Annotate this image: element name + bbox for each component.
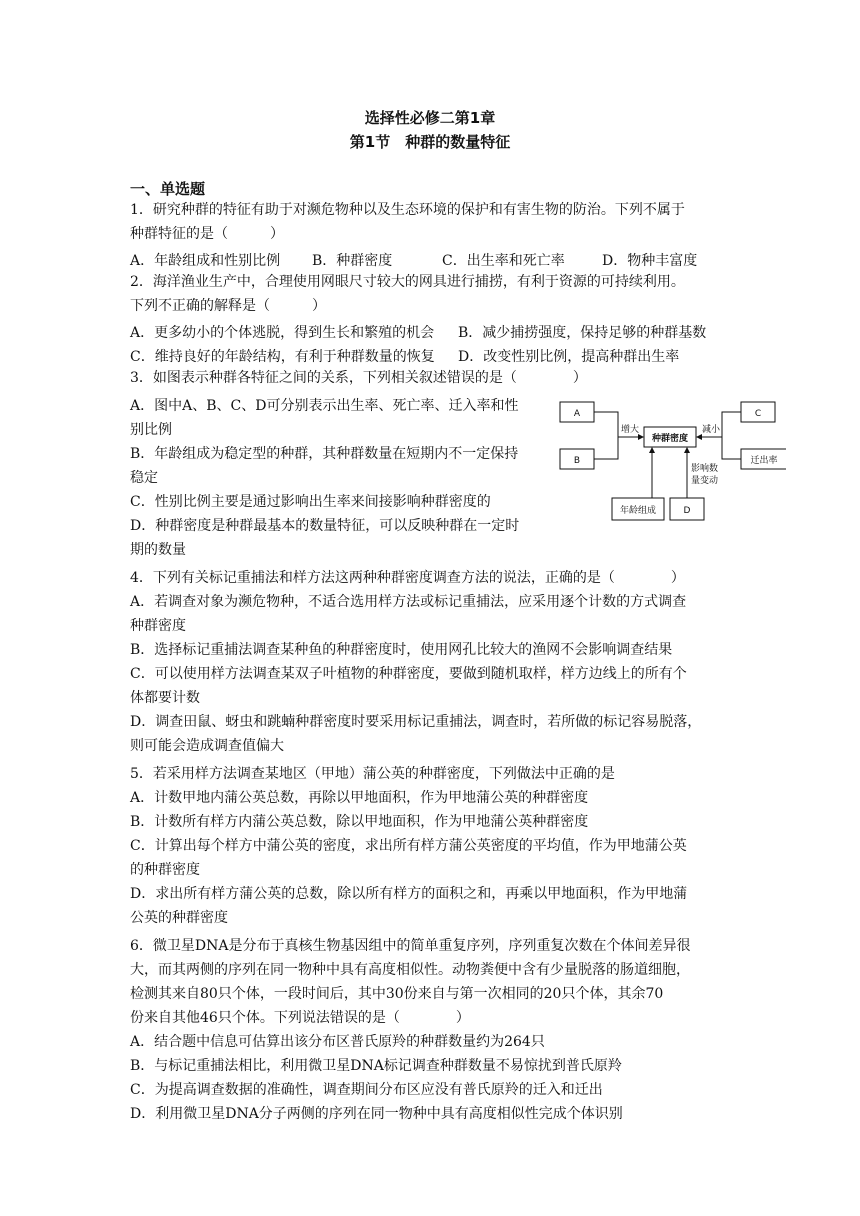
q4-option-c-cont: 体都要计数	[130, 690, 200, 706]
emigration-label: 迁出率	[750, 456, 778, 466]
q3-option-a-cont: 别比例	[130, 422, 172, 438]
q2-option-a[interactable]: A．更多幼小的个体逃脱，得到生长和繁殖的机会	[130, 325, 435, 341]
box-d-label: D	[683, 506, 691, 516]
q3-option-b[interactable]: B．年龄组成为稳定型的种群，其种群数量在短期内不一定保持	[130, 446, 519, 462]
q5-stem: 5．若采用样方法调查某地区（甲地）蒲公英的种群密度，下列做法中正确的是	[130, 766, 615, 782]
age-label: 年龄组成	[619, 506, 657, 516]
q6-stem-line-1: 6．微卫星DNA是分布于真核生物基因组中的简单重复序列，序列重复次数在个体间差异很	[130, 938, 691, 954]
q6-stem-line-3: 检测其来自80只个体，一段时间后，其中30份来自与第一次相同的20只个体，其余70	[130, 986, 664, 1002]
q3-option-d-cont: 期的数量	[130, 542, 186, 558]
q1-option-b[interactable]: B．种群密度	[312, 253, 393, 269]
q4-option-a[interactable]: A．若调查对象为濒危物种，不适合选用样方法或标记重捕法，应采用逐个计数的方式调查	[130, 594, 687, 610]
q5-option-c[interactable]: C．计算出每个样方中蒲公英的密度，求出所有样方蒲公英密度的平均值，作为甲地蒲公英	[130, 838, 687, 854]
q2-options-row-1	[130, 322, 706, 342]
q2-option-d[interactable]: D．改变性别比例，提高种群出生率	[458, 349, 680, 365]
q2-option-c[interactable]: C．维持良好的年龄结构，有利于种群数量的恢复	[130, 349, 435, 365]
q2-option-b[interactable]: B．减少捕捞强度，保持足够的种群基数	[458, 325, 707, 341]
q3-option-c[interactable]: C．性别比例主要是通过影响出生率来间接影响种群密度的	[130, 494, 491, 510]
q2-stem-line-1: 2．海洋渔业生产中，合理使用网眼尺寸较大的网具进行捕捞，有利于资源的可持续利用。	[130, 274, 685, 290]
document-subtitle: 第1节 种群的数量特征	[349, 133, 511, 151]
section-heading: 一、单选题	[130, 180, 206, 198]
increase-label: 增大	[620, 425, 640, 435]
q1-option-c[interactable]: C．出生率和死亡率	[442, 253, 565, 269]
influence-label-1: 影响数	[691, 464, 719, 474]
center-label: 种群密度	[651, 434, 689, 444]
q6-option-b[interactable]: B．与标记重捕法相比，利用微卫星DNA标记调查种群数量不易惊扰到普氏原羚	[130, 1058, 622, 1074]
q1-option-a[interactable]: A．年龄组成和性别比例	[130, 253, 281, 269]
box-c-label: C	[754, 409, 762, 419]
q4-option-c[interactable]: C．可以使用样方法调查某双子叶植物的种群密度，要做到随机取样，样方边线上的所有个	[130, 666, 687, 682]
q4-stem: 4．下列有关标记重捕法和样方法这两种种群密度调查方法的说法，正确的是（ ）	[130, 570, 685, 586]
q6-stem-line-4: 份来自其他46只个体。下列说法错误的是（ ）	[130, 1010, 470, 1026]
q6-option-c[interactable]: C．为提高调查数据的准确性，调查期间分布区应没有普氏原羚的迁入和迁出	[130, 1082, 603, 1098]
q3-option-b-cont: 稳定	[130, 470, 158, 486]
q6-option-d[interactable]: D．利用微卫星DNA分子两侧的序列在同一物种中具有高度相似性完成个体识别	[130, 1106, 623, 1122]
q4-option-b[interactable]: B．选择标记重捕法调查某种鱼的种群密度时，使用网孔比较大的渔网不会影响调查结果	[130, 642, 673, 658]
q5-option-a[interactable]: A．计数甲地内蒲公英总数，再除以甲地面积，作为甲地蒲公英的种群密度	[130, 790, 589, 806]
q4-option-d-cont: 则可能会造成调查值偏大	[130, 738, 284, 754]
q5-option-d[interactable]: D．求出所有样方蒲公英的总数，除以所有样方的面积之和，再乘以甲地面积，作为甲地蒲	[130, 886, 688, 902]
q5-option-b[interactable]: B．计数所有样方内蒲公英总数，除以甲地面积，作为甲地蒲公英种群密度	[130, 814, 589, 830]
q3-stem: 3．如图表示种群各特征之间的关系，下列相关叙述错误的是（ ）	[130, 370, 587, 386]
q1-options	[130, 250, 697, 270]
decrease-label: 减小	[701, 425, 721, 435]
box-b-label: B	[573, 456, 581, 466]
q6-stem-line-2: 大，而其两侧的序列在同一物种中具有高度相似性。动物粪便中含有少量脱落的肠道细胞，	[130, 962, 690, 978]
q2-options-row-2	[130, 346, 679, 366]
q1-option-d[interactable]: D．物种丰富度	[602, 253, 698, 269]
q4-option-a-cont: 种群密度	[130, 618, 186, 634]
q1-stem-line-2: 种群特征的是（ ）	[130, 226, 284, 242]
q5-option-d-cont: 公英的种群密度	[130, 910, 228, 926]
q1-stem-line-1: 1．研究种群的特征有助于对濒危物种以及生态环境的保护和有害生物的防治。下列不属于	[130, 202, 685, 218]
q6-option-a[interactable]: A．结合题中信息可估算出该分布区普氏原羚的种群数量约为264只	[130, 1034, 545, 1050]
document-title: 选择性必修二第1章	[364, 109, 496, 127]
q4-option-d[interactable]: D．调查田鼠、蚜虫和跳蝻种群密度时要采用标记重捕法，调查时，若所做的标记容易脱落，	[130, 714, 702, 730]
box-a-label: A	[573, 409, 581, 419]
population-features-diagram	[556, 396, 786, 522]
influence-label-2: 量变动	[691, 476, 719, 486]
q5-option-c-cont: 的种群密度	[130, 862, 200, 878]
q3-option-d[interactable]: D．种群密度是种群最基本的数量特征，可以反映种群在一定时	[130, 518, 520, 534]
q3-option-a[interactable]: A．图中A、B、C、D可分别表示出生率、死亡率、迁入率和性	[130, 398, 519, 414]
q2-stem-line-2: 下列不正确的解释是（ ）	[130, 298, 326, 314]
